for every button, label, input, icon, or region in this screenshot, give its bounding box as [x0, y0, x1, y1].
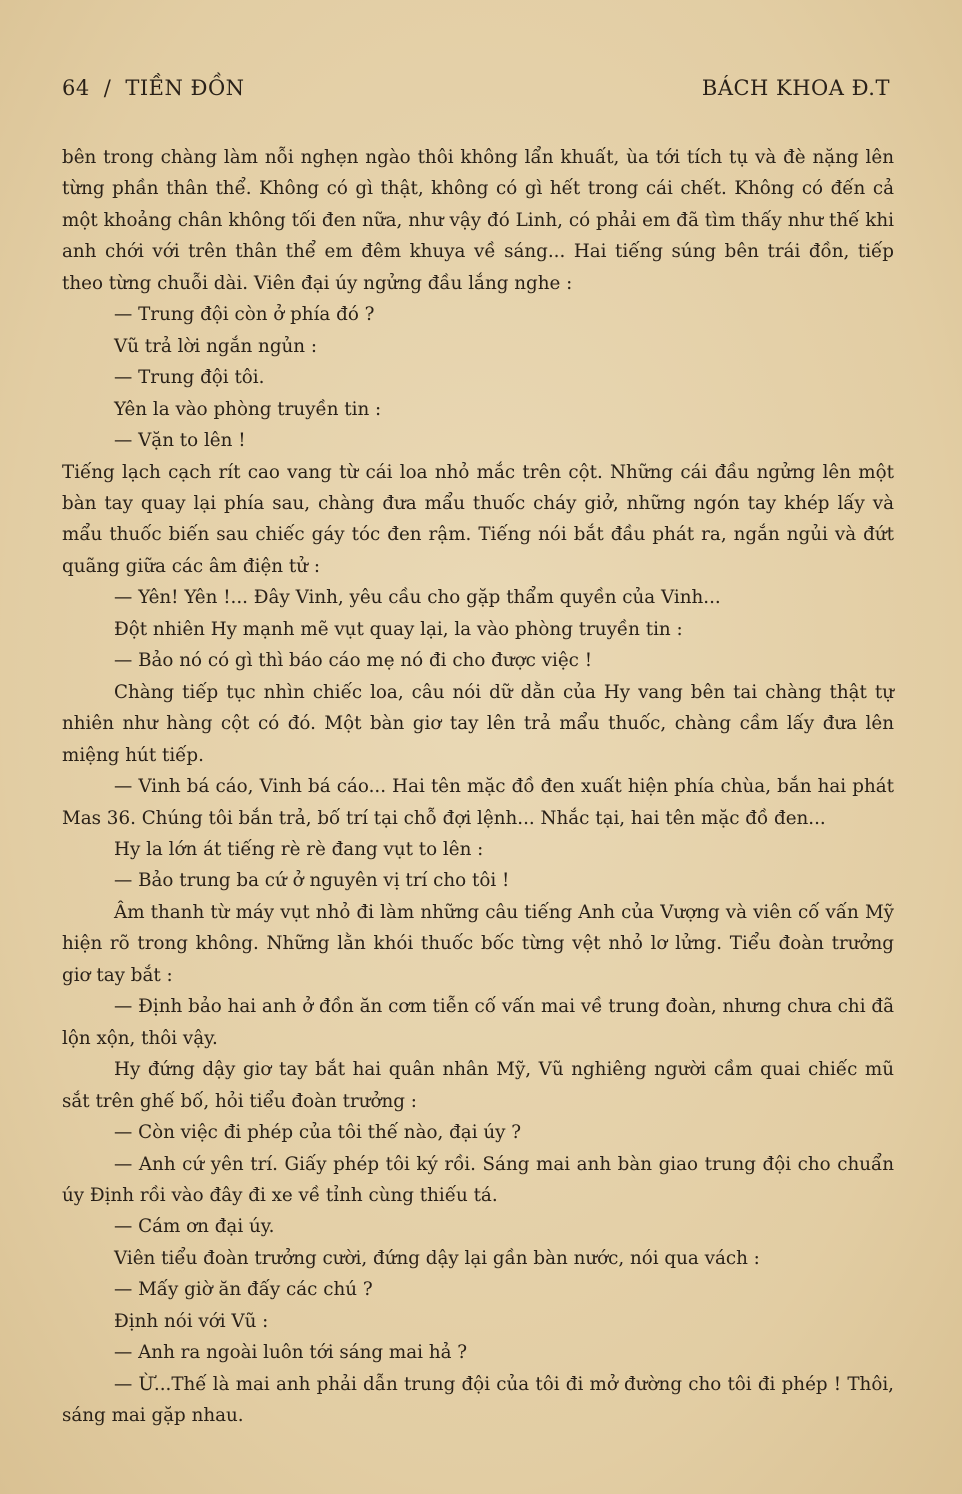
paragraph: — Còn việc đi phép của tôi thế nào, đại úy ?	[114, 1122, 522, 1144]
paragraph: Tiếng lạch cạch rít cao vang từ cái loa nhỏ mắc trên cột. Những cái đầu ngửng lên một bàn tay quay lại phía sau, chàng đưa mẩu thuốc cháy giở, những ngón tay khép lấy và mẩu thuốc biến sau chiếc gáy tóc đen rậm. Tiếng nói bắt đầu phát ra, ngắn ngủi và đứt quãng giữa các âm điện tử :	[62, 461, 894, 577]
paragraph: — Vặn to lên !	[114, 430, 246, 452]
paragraph: Đột nhiên Hy mạnh mẽ vụt quay lại, la vào phòng truyền tin :	[114, 618, 683, 640]
paragraph: bên trong chàng làm nỗi nghẹn ngào thôi không lẩn khuất, ùa tới tích tụ và đè nặng lên từng phần thân thể. Không có gì thật, không có gì hết trong cái chết. Không có đến cả một khoảng chân không tối đen nữa, như vậy đó Linh, có phải em đã tìm thấy như thế khi anh chới với trên thân thể em đêm khuya về sáng... Hai tiếng súng bên trái đồn, tiếp theo từng chuỗi dài. Viên đại úy ngửng đầu lắng nghe :	[62, 147, 894, 294]
page-number: 64	[62, 76, 90, 100]
paragraph: — Trung đội còn ở phía đó ?	[114, 304, 375, 326]
paragraph: Chàng tiếp tục nhìn chiếc loa, câu nói dữ dằn của Hy vang bên tai chàng thật tự nhiên như hàng cột có đó. Một bàn giơ tay lên trả mẩu thuốc, chàng cầm lấy đưa lên miệng hút tiếp.	[62, 681, 894, 766]
paragraph: — Trung đội tôi.	[114, 367, 265, 389]
page-header	[62, 76, 890, 112]
page-body	[62, 142, 894, 1432]
paragraph: — Vinh bá cáo, Vinh bá cáo... Hai tên mặc đồ đen xuất hiện phía chùa, bắn hai phát Mas 36. Chúng tôi bắn trả, bố trí tại chỗ đợi lệnh... Nhắc tại, hai tên mặc đồ đen...	[62, 776, 894, 829]
section-title: TIỀN ĐỒN	[125, 76, 245, 100]
publication-name: BÁCH KHOA Đ.T	[701, 76, 890, 100]
paragraph: Vũ trả lời ngắn ngủn :	[114, 335, 318, 357]
paragraph: — Anh cứ yên trí. Giấy phép tôi ký rồi. Sáng mai anh bàn giao trung đội cho chuẩn úy Định rồi vào đây đi xe về tỉnh cùng thiếu tá.	[62, 1153, 894, 1206]
paragraph: Viên tiểu đoàn trưởng cười, đứng dậy lại gần bàn nước, nói qua vách :	[114, 1247, 760, 1269]
paragraph: Âm thanh từ máy vụt nhỏ đi làm những câu tiếng Anh của Vượng và viên cố vấn Mỹ hiện rõ trong không. Những lằn khói thuốc bốc từng vệt nhỏ lơ lửng. Tiểu đoàn trưởng giơ tay bắt :	[62, 901, 894, 986]
paragraph: — Yên! Yên !... Đây Vinh, yêu cầu cho gặp thẩm quyền của Vinh...	[114, 587, 721, 609]
paragraph: Định nói với Vũ :	[114, 1310, 269, 1332]
paragraph: Hy đứng dậy giơ tay bắt hai quân nhân Mỹ, Vũ nghiêng người cầm quai chiếc mũ sắt trên ghế bố, hỏi tiểu đoàn trưởng :	[62, 1059, 894, 1112]
running-head-left	[62, 76, 245, 100]
paragraph: — Cám ơn đại úy.	[114, 1216, 275, 1238]
paragraph: — Anh ra ngoài luôn tới sáng mai hả ?	[114, 1342, 468, 1364]
paragraph: — Bảo trung ba cứ ở nguyên vị trí cho tôi !	[114, 870, 510, 892]
paragraph: — Ừ...Thế là mai anh phải dẫn trung đội của tôi đi mở đường cho tôi đi phép ! Thôi, sáng mai gặp nhau.	[62, 1373, 894, 1427]
paragraph: — Bảo nó có gì thì báo cáo mẹ nó đi cho được việc !	[114, 650, 593, 672]
paragraph: Yên la vào phòng truyền tin :	[114, 398, 382, 420]
header-separator: /	[103, 76, 112, 100]
paragraph: Hy la lớn át tiếng rè rè đang vụt to lên :	[114, 838, 484, 860]
paragraph: — Định bảo hai anh ở đồn ăn cơm tiễn cố vấn mai về trung đoàn, nhưng chưa chi đã lộn xộn, thôi vậy.	[62, 996, 894, 1049]
paragraph: — Mấy giờ ăn đấy các chú ?	[114, 1279, 373, 1301]
